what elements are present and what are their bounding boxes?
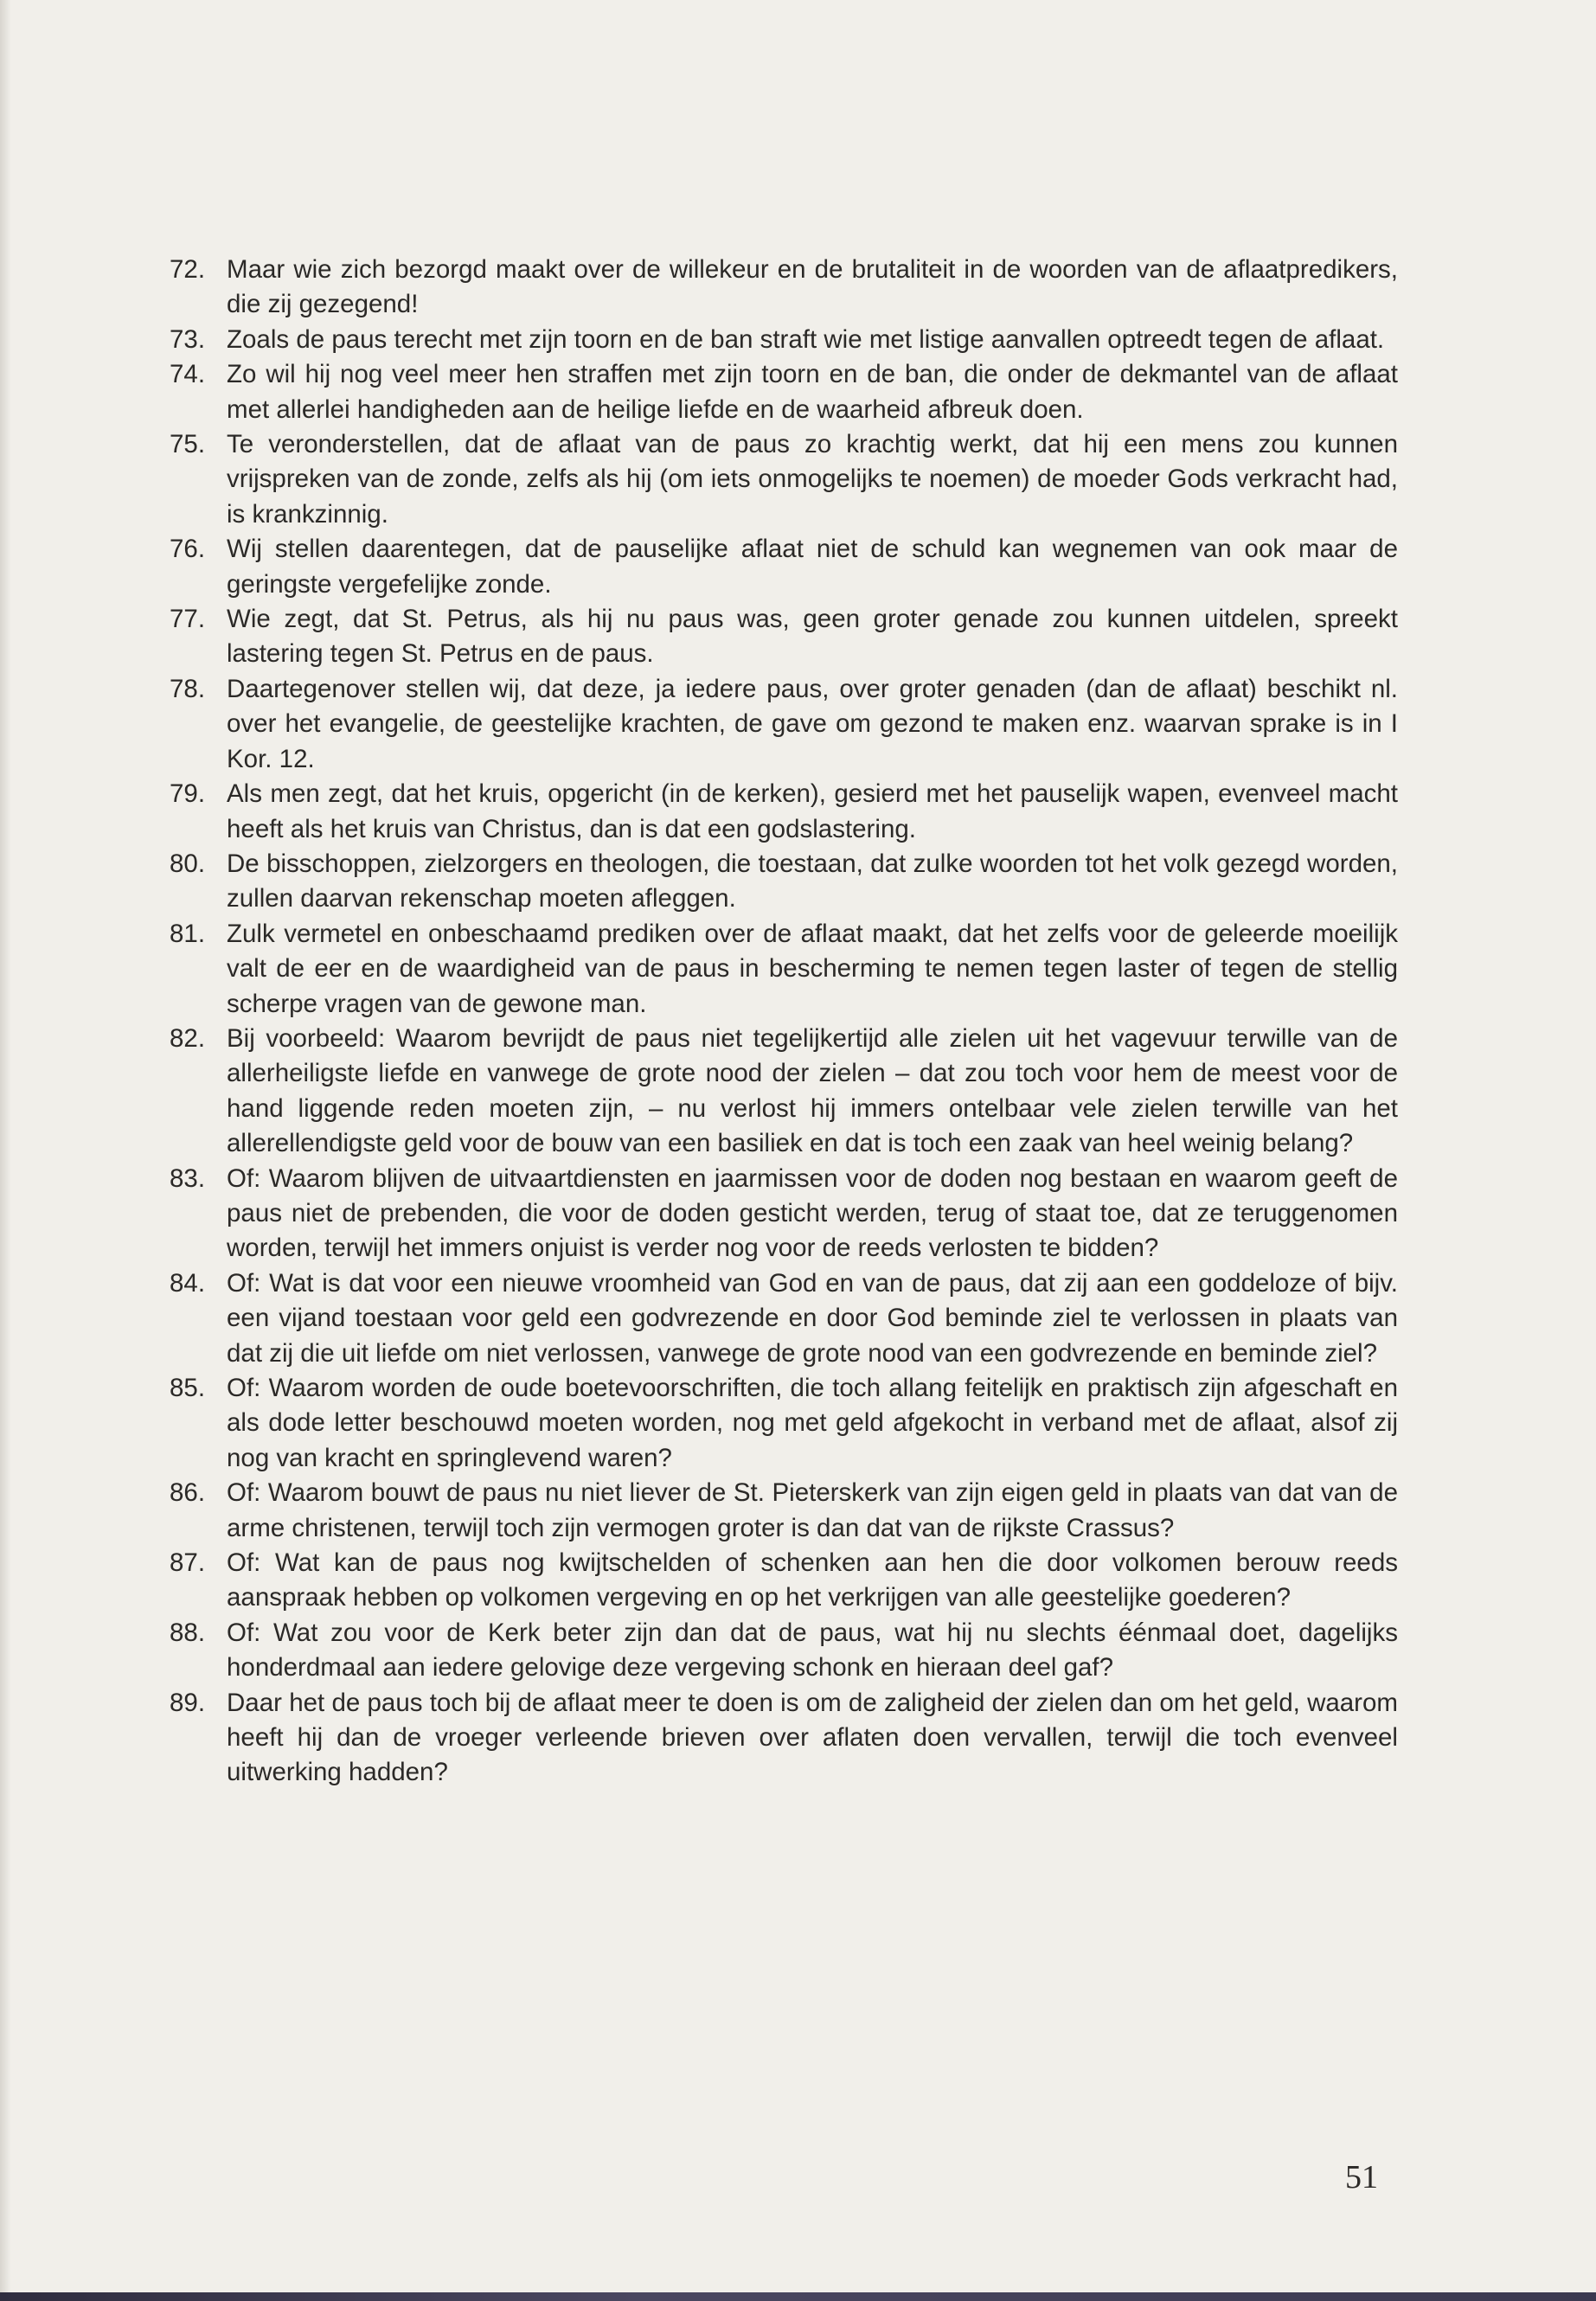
scan-edge [0,0,10,2301]
thesis-item [170,1616,1398,1686]
thesis-text: De bisschoppen, zielzorgers en theologen, die toestaan, dat zulke woorden tot het volk gezegd worden, zullen daarvan rekenschap moeten afleggen. [227,849,1398,913]
thesis-text: Als men zegt, dat het kruis, opgericht (in de kerken), gesierd met het pauselijk wapen, evenveel macht heeft als het kruis van Christus, dan is dat een godslastering. [227,779,1398,843]
thesis-number: 73. [170,324,206,354]
thesis-item [170,1546,1398,1616]
thesis-text: Bij voorbeeld: Waarom bevrijdt de paus niet tegelijkertijd alle zielen uit het vagevuur terwille van de allerheiligste liefde en vanwege de grote nood der zielen – dat zou toch voor hem de meest voor de hand liggende reden moeten zijn, – nu verlost hij immers ontelbaar vele zielen terwille van het allerellendigste geld voor de bouw van een basiliek en dat is toch een zaak van heel weinig belang? [227,1023,1398,1158]
thesis-text: Zo wil hij nog veel meer hen straffen met zijn toorn en de ban, die onder de dekmantel van de aflaat met allerlei handigheden aan de heilige liefde en de waarheid afbreuk doen. [227,360,1398,424]
thesis-item [170,1686,1398,1791]
thesis-item [170,323,1398,357]
thesis-number: 78. [170,674,206,703]
thesis-item [170,357,1398,427]
thesis-text: Wie zegt, dat St. Petrus, als hij nu paus was, geen groter genade zou kunnen uitdelen, spreekt lastering tegen St. Petrus en de paus. [227,605,1398,669]
thesis-text: Zoals de paus terecht met zijn toorn en de ban straft wie met listige aanvallen optreedt tegen de aflaat. [227,324,1385,354]
thesis-item [170,1022,1398,1162]
thesis-text: Of: Wat zou voor de Kerk beter zijn dan dat de paus, wat hij nu slechts éénmaal doet, dagelijks honderdmaal aan iedere gelovige deze vergeving schonk en hieraan deel gaf? [227,1618,1398,1682]
thesis-number: 76. [170,535,206,564]
thesis-item [170,672,1398,777]
theses-list [170,253,1398,1791]
thesis-text: Of: Waarom worden de oude boetevoorschriften, die toch allang feitelijk en praktisch zijn afgeschaft en als dode letter beschouwd moeten worden, nog met geld afgekocht in verband met de aflaat, alsof zij nog van kracht en springlevend waren? [227,1374,1398,1472]
thesis-number: 84. [170,1268,206,1298]
thesis-item [170,427,1398,532]
thesis-text: Te veronderstellen, dat de aflaat van de paus zo krachtig werkt, dat hij een mens zou kunnen vrijspreken van de zonde, zelfs als hij (om iets onmogelijks te noemen) de moeder Gods verkracht had, is krankzinnig. [227,430,1398,529]
thesis-number: 82. [170,1023,206,1053]
thesis-item [170,253,1398,323]
thesis-text: Daar het de paus toch bij de aflaat meer te doen is om de zaligheid der zielen dan om het geld, waarom heeft hij dan de vroeger verleende brieven over aflaten doen vervallen, terwijl die toch evenveel uitwerking hadden? [227,1688,1398,1787]
thesis-number: 74. [170,360,206,389]
thesis-text: Of: Waarom bouwt de paus nu niet liever de St. Pieterskerk van zijn eigen geld in plaats van dat van de arme christenen, terwijl toch zijn vermogen groter is dan dat van de rijkste Crassus? [227,1478,1398,1542]
thesis-number: 87. [170,1548,206,1578]
thesis-text: Of: Waarom blijven de uitvaartdiensten en jaarmissen voor de doden nog bestaan en waarom geeft de paus niet de prebenden, die voor de doden gesticht werden, terug of staat toe, dat ze teruggenomen worden, terwijl het immers onjuist is verder nog voor de reeds verlosten te bidden? [227,1163,1398,1263]
thesis-number: 77. [170,605,206,634]
thesis-text: Of: Wat kan de paus nog kwijtschelden of schenken aan hen die door volkomen berouw reeds aanspraak hebben op volkomen vergeving en op het verkrijgen van alle geestelijke goederen? [227,1548,1398,1612]
thesis-number: 89. [170,1688,206,1717]
thesis-item [170,777,1398,847]
thesis-text: Of: Wat is dat voor een nieuwe vroomheid van God en van de paus, dat zij aan een goddeloze of bijv. een vijand toestaan voor geld een godvrezende en door God beminde ziel te verlossen in plaats van dat zij die uit liefde om niet verlossen, vanwege de grote nood van een godvrezende en beminde ziel? [227,1268,1398,1368]
thesis-number: 72. [170,255,206,284]
thesis-number: 86. [170,1478,206,1508]
thesis-number: 88. [170,1618,206,1647]
thesis-number: 80. [170,849,206,878]
thesis-text: Maar wie zich bezorgd maakt over de willekeur en de brutaliteit in de woorden van de aflaatpredikers, die zij gezegend! [227,255,1398,319]
thesis-number: 83. [170,1163,206,1193]
thesis-item [170,917,1398,1022]
thesis-item [170,1266,1398,1371]
scan-edge-bottom [0,2292,1596,2301]
thesis-number: 85. [170,1374,206,1402]
thesis-text: Zulk vermetel en onbeschaamd prediken over de aflaat maakt, dat het zelfs voor de geleerde moeilijk valt de eer en de waardigheid van de paus in bescherming te nemen tegen laster of tegen de stellig scherpe vragen van de gewone man. [227,919,1398,1018]
thesis-item [170,1371,1398,1476]
thesis-text: Wij stellen daarentegen, dat de pauselijke aflaat niet de schuld kan wegnemen van ook maar de geringste vergefelijke zonde. [227,535,1398,599]
thesis-item [170,1476,1398,1546]
thesis-item [170,532,1398,602]
thesis-item [170,847,1398,917]
thesis-number: 79. [170,779,206,809]
thesis-number: 75. [170,430,206,459]
thesis-number: 81. [170,919,206,948]
thesis-item [170,1162,1398,1266]
thesis-text: Daartegenover stellen wij, dat deze, ja iedere paus, over groter genaden (dan de aflaat) beschikt nl. over het evangelie, de geestelijke krachten, de gave om gezond te maken enz. waarvan sprake is in I Kor. 12. [227,674,1398,773]
thesis-item [170,602,1398,672]
page-number: 51 [1345,2159,1378,2195]
